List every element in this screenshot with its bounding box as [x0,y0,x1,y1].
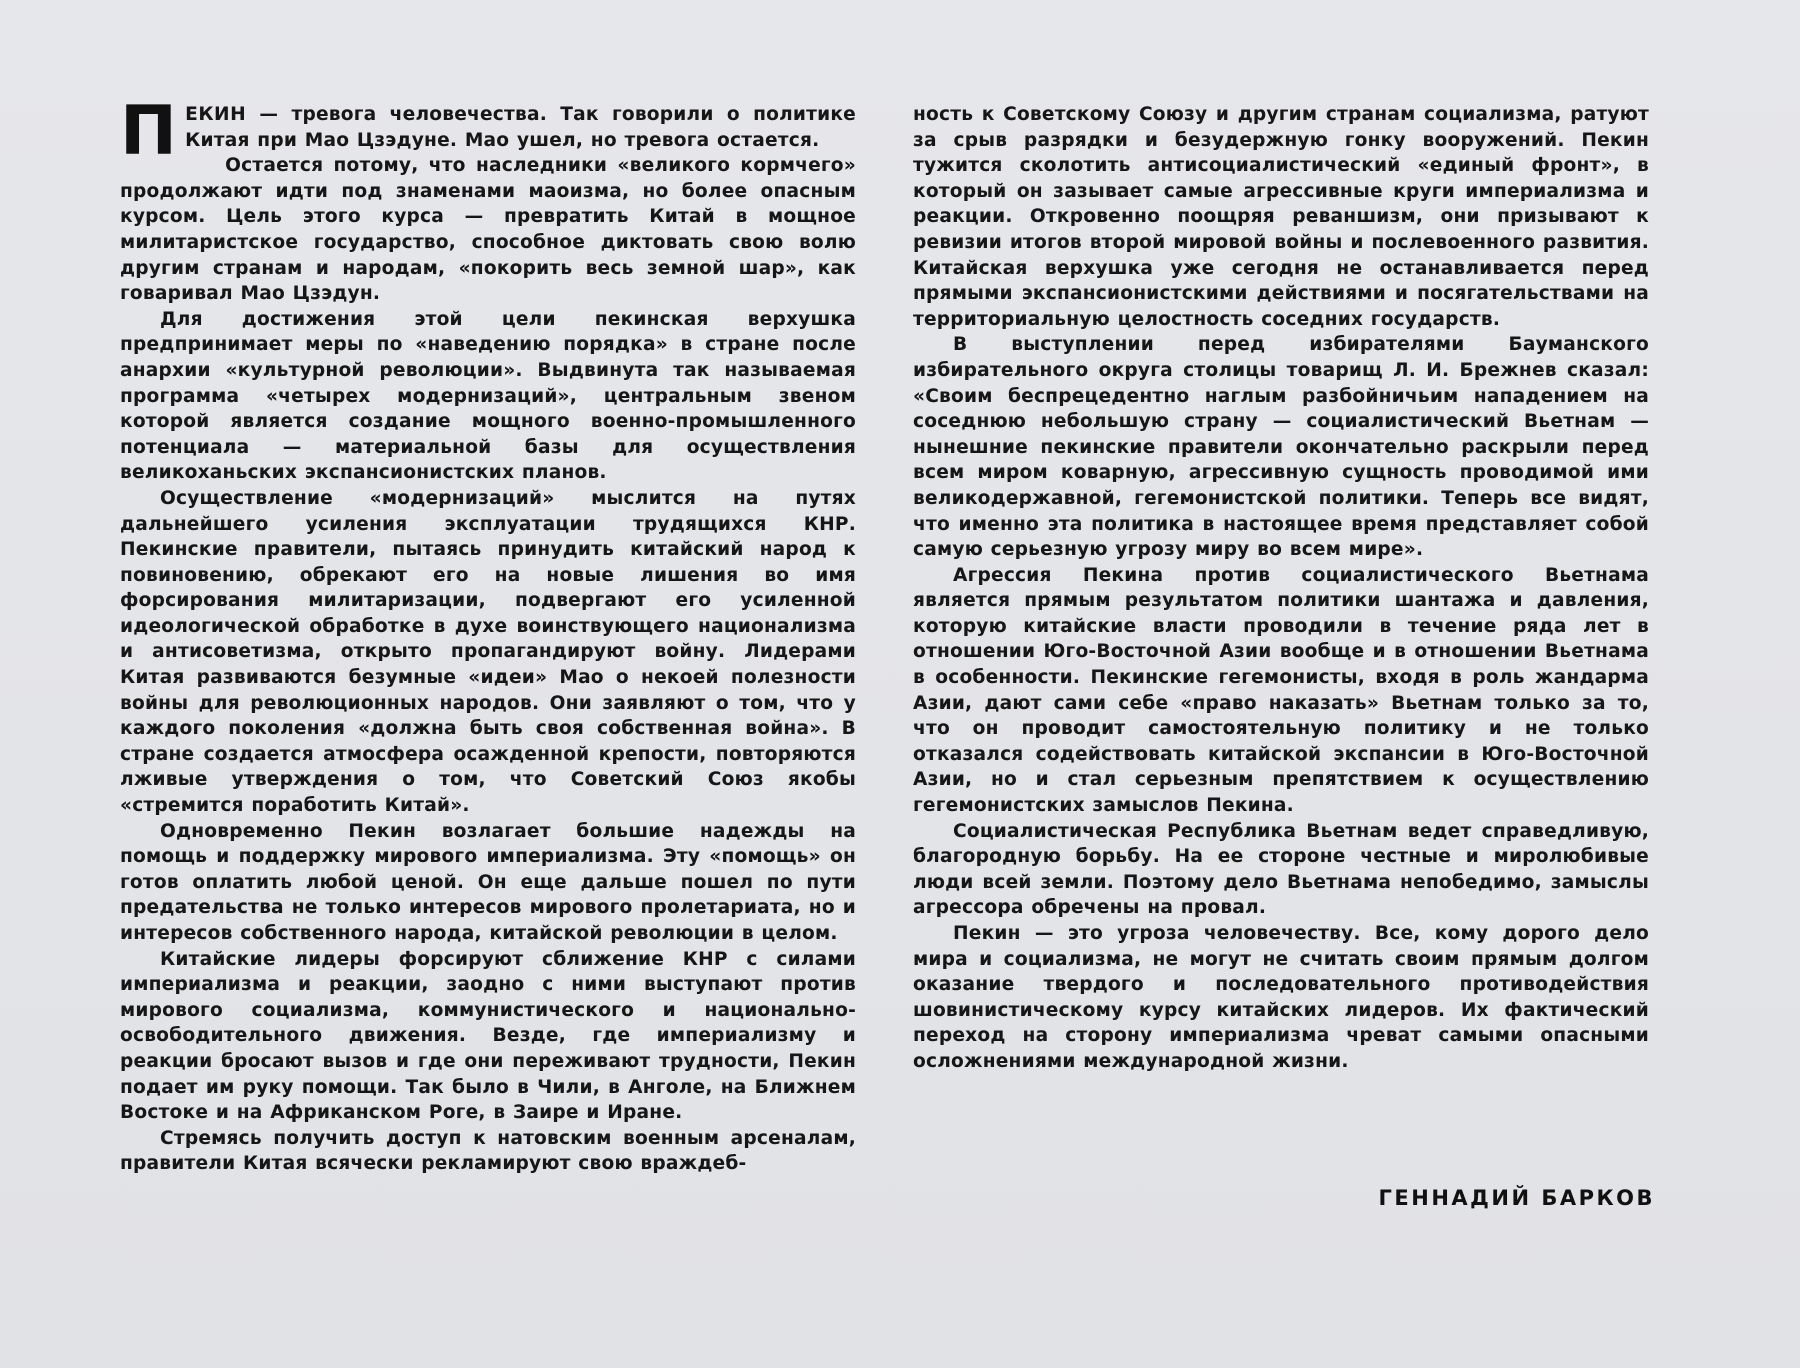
paragraph: Осуществление «модернизаций» мыслится на путях дальнейшего усиления эксплуатации трудящихся КНР. Пекинские правители, пытаясь принудить китайский народ к повиновению, обрекают его на новые лишения во имя форсирования милитаризации, подвергают его усиленной идеологической обработке в духе воинствующего национализма и антисоветизма, открыто пропагандируют войну. Лидерами Китая развиваются безумные «идеи» Мао о некоей полезности войны для революционных народов. Они заявляют о том, что у каждого поколения «должна быть своя собственная война». В стране создается атмосфера осажденной крепости, повторяются лживые утверждения о том, что Советский Союз якобы «стремится поработить Китай». [120,487,856,817]
paragraph: Социалистическая Республика Вьетнам ведет справедливую, благородную борьбу. На ее стороне честные и миролюбивые люди всей земли. Поэтому дело Вьетнама непобедимо, замыслы агрессора обречены на провал. [913,820,1649,919]
paragraph: Одновременно Пекин возлагает большие надежды на помощь и поддержку мирового империализма. Эту «помощь» он готов оплатить любой ценой. Он еще дальше пошел по пути предательства не только интересов мирового пролетариата, но и интересов собственного народа, китайской революции в целом. [120,820,856,944]
left-column [120,92,856,1177]
paragraph-continued: ность к Советскому Союзу и другим странам социализма, ратуют за срыв разрядки и безудержную гонку вооружений. Пекин тужится сколотить антисоциалистический «единый фронт», в который он зазывает самые агрессивные круги империализма и реакции. Откровенно поощряя реваншизм, они призывают к ревизии итогов второй мировой войны и послевоенного развития. Китайская верхушка уже сегодня не останавливается перед прямыми экспансионистскими действиями и посягательствами на территориальную целостность соседних государств. [913,104,1649,330]
lead-caps: ЕКИН [185,104,247,125]
drop-cap: П [120,92,178,171]
paragraph: В выступлении перед избирателями Бауманского избирательного округа столицы товарищ Л. И. Брежнев сказал: «Своим беспрецедентно наглым разбойничьим нападением на соседнюю небольшую страну — социалистический Вьетнам — нынешние пекинские правители окончательно раскрыли перед всем миром коварную, агрессивную сущность проводимой ими великодержавной, гегемонистской политики. Теперь все видят, что именно эта политика в настоящее время представляет собой самую серьезную угрозу миру во всем мире». [913,334,1649,561]
paragraph: Остается потому, что наследники «великого кормчего» продолжают идти под знаменами маоизма, но более опасным курсом. Цель этого курса — превратить Китай в мощное милитаристское государство, способное диктовать свою волю другим странам и народам, «покорить весь земной шар», как говаривал Мао Цзэдун. [120,155,856,305]
lead-text: — тревога человечества. Так говорили о политике Китая при Мао Цзэдуне. Мао ушел, но тревога остается. [185,104,856,151]
paragraph: Для достижения этой цели пекинская верхушка предпринимает меры по «наведению порядка» в стране после анархии «культурной революции». Выдвинута так называемая программа «четырех модернизаций», центральным звеном которой является создание мощного военно-промышленного потенциала — материальной базы для осуществления великоханьских экспансионистских планов. [120,308,856,484]
author-signature: ГЕННАДИЙ БАРКОВ [1378,1186,1655,1210]
paragraph: Агрессия Пекина против социалистического Вьетнама является прямым результатом политики шантажа и давления, которую китайские власти проводили в течение ряда лет в отношении Юго-Восточной Азии вообще и в отношении Вьетнама в особенности. Пекинские гегемонисты, входя в роль жандарма Азии, дают сами себе «право наказать» Вьетнам только за то, что он проводит самостоятельную политику и не только отказался содействовать китайской экспансии в Юго-Восточной Азии, но и стал серьезным препятствием к осуществлению гегемонистских замыслов Пекина. [913,564,1649,817]
lead-paragraph [120,92,856,171]
paragraph: Китайские лидеры форсируют сближение КНР с силами империализма и реакции, заодно с ними выступают против мирового социализма, коммунистического и национально-освободительного движения. Везде, где империализму и реакции бросают вызов и где они переживают трудности, Пекин подает им руку помощи. Так было в Чили, в Анголе, на Ближнем Востоке и на Африканском Роге, в Заире и Иране. [120,948,856,1124]
paragraph: Пекин — это угроза человечеству. Все, кому дорого дело мира и социализма, не могут не считать своим прямым долгом оказание твердого и последовательного противодействия шовинистическому курсу китайских лидеров. Их фактический переход на сторону империализма чреват самыми опасными осложнениями международной жизни. [913,923,1649,1072]
right-column [913,102,1649,1075]
paragraph: Стремясь получить доступ к натовским военным арсеналам, правители Китая всячески рекламируют свою враждеб- [120,1127,856,1175]
